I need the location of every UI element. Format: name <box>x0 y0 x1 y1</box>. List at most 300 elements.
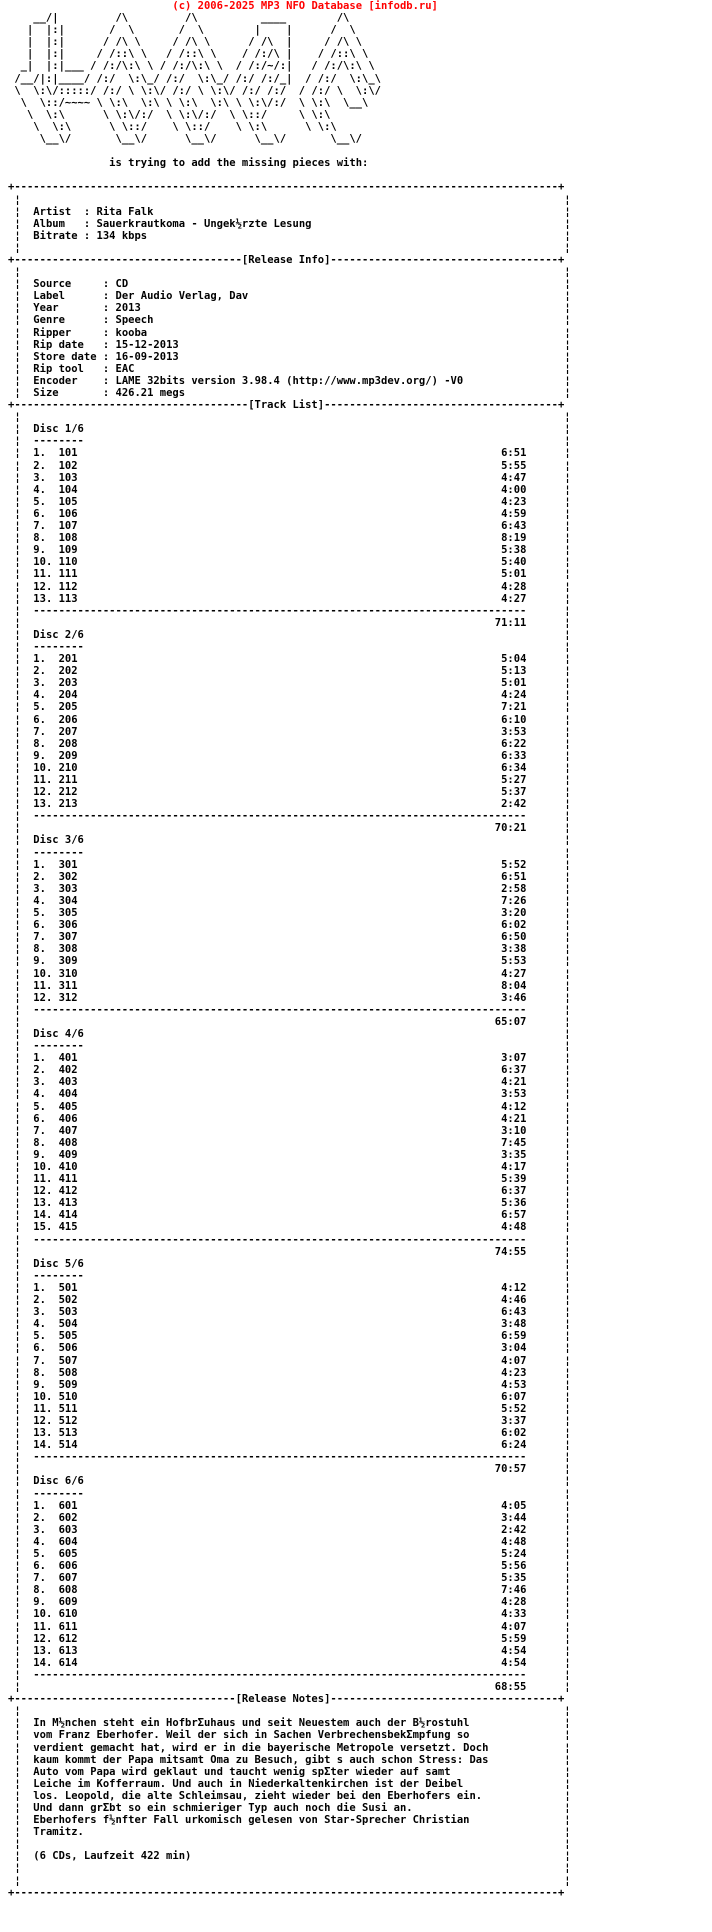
track-time: 3:53 <box>501 1088 527 1101</box>
track-time: 4:53 <box>501 1378 527 1391</box>
track-name: 408 <box>58 1136 78 1149</box>
track-time: 6:37 <box>501 1064 527 1077</box>
track-time: 8:19 <box>501 532 527 545</box>
release-info-value: CD <box>115 278 129 291</box>
track-time: 4:12 <box>501 1100 527 1113</box>
disc-title: Disc 1/6 <box>33 423 84 436</box>
track-name: 402 <box>58 1064 78 1077</box>
track-time: 6:02 <box>501 1427 527 1440</box>
track-time: 5:04 <box>501 653 527 666</box>
track-time: 6:22 <box>501 737 527 750</box>
track-name: 504 <box>58 1318 78 1331</box>
track-number: 5. <box>33 495 59 508</box>
track-number: 1. <box>33 447 59 460</box>
track-number: 1. <box>33 858 59 871</box>
track-number: 8. <box>33 1366 59 1379</box>
logo-line: \ \::/~~~~ \ \:\ \:\ \ \:\ \:\ \ \:\/:/ \ \:\ \__\ <box>8 96 369 109</box>
track-name: 205 <box>58 701 78 714</box>
track-number: 12. <box>33 1414 59 1427</box>
track-time: 3:07 <box>501 1052 527 1065</box>
track-number: 6. <box>33 919 59 932</box>
track-number: 2. <box>33 459 59 472</box>
track-time: 4:21 <box>501 1076 527 1089</box>
track-name: 507 <box>58 1354 78 1367</box>
track-name: 309 <box>58 955 78 968</box>
track-number: 13. <box>33 592 59 605</box>
track-name: 411 <box>58 1173 78 1186</box>
release-notes-line: vom Franz Eberhofer. Weil der sich in Sachen VerbrechensbekΣmpfung so <box>33 1729 470 1742</box>
release-runtime: (6 CDs, Laufzeit 422 min) <box>33 1850 192 1863</box>
track-name: 102 <box>58 459 78 472</box>
track-name: 204 <box>58 689 78 702</box>
track-name: 213 <box>58 798 78 811</box>
track-name: 513 <box>58 1427 78 1440</box>
track-number: 7. <box>33 520 59 533</box>
track-time: 4:24 <box>501 689 527 702</box>
track-name: 305 <box>58 907 78 920</box>
track-number: 3. <box>33 1523 59 1536</box>
track-number: 5. <box>33 907 59 920</box>
track-number: 10. <box>33 761 59 774</box>
disc-total-time: 68:55 <box>494 1681 527 1694</box>
track-name: 601 <box>58 1499 78 1512</box>
logo-line: | |:| / /::\ \ / /::\ \ / /:/\ | / /::\ \ <box>8 48 369 61</box>
track-name: 606 <box>58 1560 78 1573</box>
track-number: 15. <box>33 1221 59 1234</box>
track-number: 4. <box>33 1535 59 1548</box>
info-value-album: Sauerkrautkoma - Ungek½rzte Lesung <box>96 217 312 230</box>
track-number: 4. <box>33 689 59 702</box>
release-notes-line: In M½nchen steht ein HofbrΣuhaus und seit Neuestem auch der B½rostuhl <box>33 1717 470 1730</box>
section-heading: [Track List] <box>248 399 325 412</box>
disc-title: Disc 5/6 <box>33 1257 84 1270</box>
track-number: 2. <box>33 1511 59 1524</box>
track-number: 6. <box>33 1560 59 1573</box>
track-time: 4:46 <box>501 1294 527 1307</box>
track-name: 303 <box>58 882 78 895</box>
track-name: 406 <box>58 1112 78 1125</box>
track-name: 203 <box>58 677 78 690</box>
track-time: 2:58 <box>501 882 527 895</box>
track-name: 206 <box>58 713 78 726</box>
release-info-label: Year <box>33 302 103 315</box>
track-name: 612 <box>58 1632 78 1645</box>
track-number: 2. <box>33 1064 59 1077</box>
track-number: 11. <box>33 1402 59 1415</box>
release-info-value: 426.21 megs <box>115 387 186 399</box>
track-time: 6:34 <box>501 761 527 774</box>
tagline: is trying to add the missing pieces with: <box>109 157 369 170</box>
info-value-artist: Rita Falk <box>96 205 154 218</box>
track-name: 210 <box>58 761 78 774</box>
track-name: 410 <box>58 1161 78 1173</box>
disc-title: Disc 2/6 <box>33 628 84 641</box>
track-number: 6. <box>33 1342 59 1355</box>
track-number: 7. <box>33 1572 59 1585</box>
track-time: 2:42 <box>501 798 527 811</box>
track-name: 107 <box>58 520 78 533</box>
track-time: 4:12 <box>501 1281 527 1294</box>
track-name: 510 <box>58 1390 78 1403</box>
track-time: 6:33 <box>501 749 527 762</box>
track-name: 308 <box>58 943 78 956</box>
track-time: 4:07 <box>501 1354 527 1367</box>
track-number: 3. <box>33 1306 59 1319</box>
track-number: 10. <box>33 967 59 980</box>
logo-line: /__/|:|____/ /:/ \:\_/ /:/ \:\_/ /:/ /:/_| / /:/ \:\_\ <box>8 72 381 85</box>
track-time: 3:44 <box>501 1511 527 1524</box>
track-time: 3:37 <box>501 1414 527 1427</box>
track-time: 4:00 <box>501 483 527 496</box>
track-number: 12. <box>33 991 59 1004</box>
release-info-value: 2013 <box>115 302 141 315</box>
track-time: 4:21 <box>501 1112 527 1125</box>
track-number: 6. <box>33 507 59 520</box>
release-notes-line: Eberhofers f½nfter Fall urkomisch gelesen von Star-Sprecher Christian <box>33 1814 470 1827</box>
track-time: 4:23 <box>501 1366 527 1379</box>
track-number: 10. <box>33 556 59 569</box>
track-name: 405 <box>58 1100 78 1113</box>
track-number: 14. <box>33 1439 59 1452</box>
track-time: 6:24 <box>501 1439 527 1452</box>
track-time: 5:24 <box>501 1548 527 1560</box>
track-number: 8. <box>33 532 59 545</box>
track-time: 3:46 <box>501 991 527 1004</box>
track-time: 6:43 <box>501 1306 527 1319</box>
track-time: 4:33 <box>501 1608 527 1621</box>
track-number: 11. <box>33 568 59 581</box>
track-name: 603 <box>58 1523 78 1536</box>
track-time: 5:56 <box>501 1560 527 1573</box>
track-name: 414 <box>58 1209 78 1222</box>
track-time: 4:23 <box>501 495 527 508</box>
track-name: 104 <box>58 483 78 496</box>
track-time: 5:55 <box>501 459 527 472</box>
track-time: 4:59 <box>501 507 527 520</box>
copyright-notice: (c) 2006-2025 MP3 NFO Database [infodb.ru] <box>172 0 438 12</box>
release-info-label: Size <box>33 387 103 399</box>
track-time: 4:48 <box>501 1535 527 1548</box>
release-info-value: kooba <box>115 326 148 339</box>
track-name: 501 <box>58 1281 78 1294</box>
track-name: 113 <box>58 592 78 605</box>
release-info-label: Encoder <box>33 374 103 387</box>
track-time: 5:39 <box>501 1173 527 1186</box>
track-number: 3. <box>33 882 59 895</box>
track-name: 607 <box>58 1572 78 1585</box>
track-time: 4:07 <box>501 1620 527 1633</box>
track-number: 8. <box>33 737 59 750</box>
track-name: 404 <box>58 1088 78 1101</box>
track-number: 9. <box>33 1148 59 1161</box>
track-time: 5:01 <box>501 677 527 690</box>
release-info-value: EAC <box>115 362 135 375</box>
track-time: 7:45 <box>501 1136 527 1149</box>
track-number: 8. <box>33 1584 59 1597</box>
track-number: 4. <box>33 483 59 496</box>
track-name: 112 <box>58 580 78 593</box>
track-number: 4. <box>33 894 59 907</box>
track-number: 8. <box>33 943 59 956</box>
release-info-value: Speech <box>115 314 154 327</box>
release-info-label: Rip tool <box>33 362 103 375</box>
track-time: 3:38 <box>501 943 527 956</box>
track-time: 4:54 <box>501 1656 527 1669</box>
track-time: 4:28 <box>501 580 527 593</box>
track-name: 614 <box>58 1656 78 1669</box>
release-notes-line: los. Leopold, die alte Schleimsau, zieht wieder bei den Eberhofers ein. <box>33 1789 483 1802</box>
track-name: 103 <box>58 471 78 484</box>
track-number: 9. <box>33 544 59 557</box>
track-time: 5:01 <box>501 568 527 581</box>
track-time: 5:53 <box>501 955 527 968</box>
track-number: 5. <box>33 1100 59 1113</box>
disc-title: Disc 3/6 <box>33 834 84 847</box>
release-info-label: Ripper <box>33 326 103 339</box>
track-time: 4:27 <box>501 967 527 980</box>
track-name: 401 <box>58 1052 78 1065</box>
track-time: 6:51 <box>501 870 527 883</box>
track-time: 5:13 <box>501 665 527 678</box>
release-notes-line: Auto vom Papa wird geklaut und taucht wenig spΣter wieder auf samt <box>33 1765 451 1778</box>
track-name: 312 <box>58 991 78 1004</box>
track-number: 9. <box>33 1378 59 1391</box>
track-number: 2. <box>33 665 59 678</box>
track-time: 6:59 <box>501 1330 527 1343</box>
track-time: 6:50 <box>501 931 527 944</box>
info-label: Artist <box>33 205 84 218</box>
track-time: 4:48 <box>501 1221 527 1234</box>
track-time: 3:53 <box>501 725 527 738</box>
logo-line: \ \:\/:::::/ /:/ \ \:\/ /:/ \ \:\/ /:/ /:/ / /:/ \ \:\/ <box>8 84 381 97</box>
track-name: 304 <box>58 894 78 907</box>
logo-line: | |:| / \ / \ | | / \ <box>8 24 356 37</box>
track-name: 506 <box>58 1342 78 1355</box>
release-info-label: Store date <box>33 350 103 363</box>
track-time: 3:10 <box>501 1124 527 1137</box>
track-number: 5. <box>33 701 59 714</box>
track-time: 4:47 <box>501 471 527 484</box>
track-name: 108 <box>58 532 78 545</box>
track-time: 6:07 <box>501 1390 527 1403</box>
track-name: 602 <box>58 1511 78 1524</box>
track-time: 6:51 <box>501 447 527 460</box>
track-number: 9. <box>33 955 59 968</box>
track-name: 202 <box>58 665 78 678</box>
track-time: 6:02 <box>501 919 527 932</box>
disc-total-time: 74:55 <box>494 1245 527 1258</box>
track-time: 6:57 <box>501 1209 527 1222</box>
track-number: 10. <box>33 1161 59 1173</box>
track-number: 11. <box>33 774 59 786</box>
track-number: 13. <box>33 1644 59 1657</box>
track-number: 4. <box>33 1318 59 1331</box>
track-time: 4:27 <box>501 592 527 605</box>
track-name: 413 <box>58 1197 78 1210</box>
track-name: 512 <box>58 1414 78 1427</box>
track-time: 3:04 <box>501 1342 527 1355</box>
track-name: 611 <box>58 1620 78 1633</box>
track-time: 8:04 <box>501 979 527 992</box>
disc-total-time: 65:07 <box>494 1015 527 1028</box>
track-number: 10. <box>33 1390 59 1403</box>
track-name: 109 <box>58 544 78 557</box>
track-name: 209 <box>58 749 78 762</box>
track-time: 5:40 <box>501 556 527 569</box>
track-name: 208 <box>58 737 78 750</box>
track-name: 613 <box>58 1644 78 1657</box>
track-name: 511 <box>58 1402 78 1415</box>
logo-line: \__\/ \__\/ \__\/ \__\/ \__\/ <box>8 133 363 146</box>
info-label: Album <box>33 217 84 230</box>
track-number: 7. <box>33 1124 59 1137</box>
track-time: 5:59 <box>501 1632 527 1645</box>
track-number: 1. <box>33 1281 59 1294</box>
release-info-label: Genre <box>33 314 103 327</box>
nfo-text: (c) 2006-2025 MP3 NFO Database [infodb.ru] __/| /\ /\ ____ /\ | |:| / \ / \ | | / \ | |:| / /\ \ / /\ \ / /\ | / /\ \ | |:| / /::\ \ / /::\ \ / /:/\ | / /::\ \ _| |:|___ / /:/\:\ \ / /:/\:\ \ / /:/~/:| / /:/\:\ \ /__/|:|____/ /:/ \:\_/ /:/ \:\_/ /:/ /:/_| / /:/ \:\_\ \ \:\/:::::/ /:/ \ \:\/ /:/ \ \:\/ /:/ /:/ / /:/ \ \:\/ \ \::/~~~~ \ \:\ \:\ \ \:\ \:\ \ \:\/:/ \ \:\ \__\ \ \:\ \ \:\/:/ \ \:\/:/ \ \::/ \ \:\ \ \:\ \ \::/ \ \::/ \ \:\ \ \:\ \__\/ \__\/ \__\/ \__\/ \__\/ is trying to add the missing pieces with: +--------------------------------------------------------------------------------------+ ¦ ¦ ¦ Artist : Rita Falk ¦ ¦ Album : Sauerkrautkoma - Ungek½rzte Lesung ¦ ¦ Bitrate : 134 kbps ¦ ¦ ¦ +------------------------------------[Release Info]------------------------------------+ ¦ ¦ ¦ Source : CD ¦ ¦ Label : Der Audio Verlag, Dav ¦ ¦ Year : 2013 ¦ ¦ Genre : Speech ¦ ¦ Ripper : kooba ¦ ¦ Rip date : 15-12-2013 ¦ ¦ Store date : 16-09-2013 ¦ ¦ Rip tool : EAC ¦ ¦ Encoder : LAME 32bits version 3.98.4 (http://www.mp3dev.org/) -V0 ¦ ¦ Size : 426.21 megs ¦ +-------------------------------------[Track List]-------------------------------------+ ¦ ¦ ¦ Disc 1/6 ¦ ¦ -------- ¦ ¦ 1. 101 6:51 ¦ ¦ 2. 102 5:55 ¦ ¦ 3. 103 4:47 ¦ ¦ 4. 104 4:00 ¦ ¦ 5. 105 4:23 ¦ ¦ 6. 106 4:59 ¦ ¦ 7. 107 6:43 ¦ ¦ 8. 108 8:19 ¦ ¦ 9. 109 5:38 ¦ ¦ 10. 110 5:40 ¦ ¦ 11. 111 5:01 ¦ ¦ 12. 112 4:28 ¦ ¦ 13. 113 4:27 ¦ ¦ ------------------------------------------------------------------------------ ¦ ¦ 71:11 ¦ ¦ Disc 2/6 ¦ ¦ -------- ¦ ¦ 1. 201 5:04 ¦ ¦ 2. 202 5:13 ¦ ¦ 3. 203 5:01 ¦ ¦ 4. 204 4:24 ¦ ¦ 5. 205 7:21 ¦ ¦ 6. 206 6:10 ¦ ¦ 7. 207 3:53 ¦ ¦ 8. 208 6:22 ¦ ¦ 9. 209 6:33 ¦ ¦ 10. 210 6:34 ¦ ¦ 11. 211 5:27 ¦ ¦ 12. 212 5:37 ¦ ¦ 13. 213 2:42 ¦ ¦ ------------------------------------------------------------------------------ ¦ ¦ 70:21 ¦ ¦ Disc 3/6 ¦ ¦ -------- ¦ ¦ 1. 301 5:52 ¦ ¦ 2. 302 6:51 ¦ ¦ 3. 303 2:58 ¦ ¦ 4. 304 7:26 ¦ ¦ 5. 305 3:20 ¦ ¦ 6. 306 6:02 ¦ ¦ 7. 307 6:50 ¦ ¦ 8. 308 3:38 ¦ ¦ 9. 309 5:53 ¦ ¦ 10. 310 4:27 ¦ ¦ 11. 311 8:04 ¦ ¦ 12. 312 3:46 ¦ ¦ ------------------------------------------------------------------------------ ¦ ¦ 65:07 ¦ ¦ Disc 4/6 ¦ ¦ -------- ¦ ¦ 1. 401 3:07 ¦ ¦ 2. 402 6:37 ¦ ¦ 3. 403 4:21 ¦ ¦ 4. 404 3:53 ¦ ¦ 5. 405 4:12 ¦ ¦ 6. 406 4:21 ¦ ¦ 7. 407 3:10 ¦ ¦ 8. 408 7:45 ¦ ¦ 9. 409 3:35 ¦ ¦ 10. 410 4:17 ¦ ¦ 11. 411 5:39 ¦ ¦ 12. 412 6:37 ¦ ¦ 13. 413 5:36 ¦ ¦ 14. 414 6:57 ¦ ¦ 15. 415 4:48 ¦ ¦ ------------------------------------------------------------------------------ ¦ ¦ 74:55 ¦ ¦ Disc 5/6 ¦ ¦ -------- ¦ ¦ 1. 501 4:12 ¦ ¦ 2. 502 4:46 ¦ ¦ 3. 503 6:43 ¦ ¦ 4. 504 3:48 ¦ ¦ 5. 505 6:59 ¦ ¦ 6. 506 3:04 ¦ ¦ 7. 507 4:07 ¦ ¦ 8. 508 4:23 ¦ ¦ 9. 509 4:53 ¦ ¦ 10. 510 6:07 ¦ ¦ 11. 511 5:52 ¦ ¦ 12. 512 3:37 ¦ ¦ 13. 513 6:02 ¦ ¦ 14. 514 6:24 ¦ ¦ ------------------------------------------------------------------------------ ¦ ¦ 70:57 ¦ ¦ Disc 6/6 ¦ ¦ -------- ¦ ¦ 1. 601 4:05 ¦ ¦ 2. 602 3:44 ¦ ¦ 3. 603 2:42 ¦ ¦ 4. 604 4:48 ¦ ¦ 5. 605 5:24 ¦ ¦ 6. 606 5:56 ¦ ¦ 7. 607 5:35 ¦ ¦ 8. 608 7:46 ¦ ¦ 9. 609 4:28 ¦ ¦ 10. 610 4:33 ¦ ¦ 11. 611 4:07 ¦ ¦ 12. 612 5:59 ¦ ¦ 13. 613 4:54 ¦ ¦ 14. 614 4:54 ¦ ¦ ------------------------------------------------------------------------------ ¦ ¦ 68:55 ¦ +-----------------------------------[Release Notes]------------------------------------+ ¦ ¦ ¦ In M½nchen steht ein HofbrΣuhaus und seit Neuestem auch der B½rostuhl ¦ ¦ vom Franz Eberhofer. Weil der sich in Sachen VerbrechensbekΣmpfung so ¦ ¦ verdient gemacht hat, wird er in die bayerische Metropole versetzt. Doch ¦ ¦ kaum kommt der Papa mitsamt Oma zu Besuch, gibt s auch schon Stress: Das ¦ ¦ Auto vom Papa wird geklaut und taucht wenig spΣter wieder auf samt ¦ ¦ Leiche im Kofferraum. Und auch in Niederkaltenkirchen ist der Deibel ¦ ¦ los. Leopold, die alte Schleimsau, zieht wieder bei den Eberhofers ein. ¦ ¦ Und dann grΣbt so ein schmieriger Typ auch noch die Susi an. ¦ ¦ Eberhofers f½nfter Fall urkomisch gelesen von Star-Sprecher Christian ¦ ¦ Tramitz. ¦ ¦ ¦ ¦ (6 CDs, Laufzeit 422 min) ¦ ¦ ¦ ¦ ¦ +--------------------------------------------------------------------------------------+ <box>8 0 571 1899</box>
track-name: 604 <box>58 1535 78 1548</box>
logo-line: __/| /\ /\ ____ /\ <box>8 12 350 25</box>
track-time: 4:28 <box>501 1596 527 1609</box>
track-time: 3:48 <box>501 1318 527 1331</box>
info-label: Bitrate <box>33 229 84 242</box>
track-name: 106 <box>58 507 78 520</box>
track-number: 6. <box>33 1112 59 1125</box>
track-number: 14. <box>33 1656 59 1669</box>
track-name: 101 <box>58 447 78 460</box>
track-number: 13. <box>33 1427 59 1440</box>
track-number: 8. <box>33 1136 59 1149</box>
track-number: 3. <box>33 1076 59 1089</box>
track-name: 311 <box>58 979 78 992</box>
track-number: 13. <box>33 1197 59 1210</box>
track-name: 505 <box>58 1330 78 1343</box>
disc-total-time: 70:21 <box>494 822 527 835</box>
track-name: 403 <box>58 1076 78 1089</box>
track-number: 3. <box>33 471 59 484</box>
track-number: 1. <box>33 653 59 666</box>
track-name: 503 <box>58 1306 78 1319</box>
track-name: 212 <box>58 786 78 799</box>
track-number: 3. <box>33 677 59 690</box>
track-number: 12. <box>33 786 59 799</box>
logo-line: \ \:\ \ \:\/:/ \ \:\/:/ \ \::/ \ \:\ <box>8 108 331 121</box>
track-name: 306 <box>58 919 78 932</box>
track-name: 302 <box>58 870 78 883</box>
track-name: 307 <box>58 931 78 944</box>
track-number: 5. <box>33 1330 59 1343</box>
logo-line: | |:| / /\ \ / /\ \ / /\ | / /\ \ <box>8 36 363 49</box>
track-time: 6:43 <box>501 520 527 533</box>
track-time: 5:38 <box>501 544 527 557</box>
release-notes-line: Tramitz. <box>33 1826 84 1839</box>
track-number: 12. <box>33 580 59 593</box>
track-number: 6. <box>33 713 59 726</box>
track-name: 407 <box>58 1124 78 1137</box>
track-name: 609 <box>58 1596 78 1609</box>
track-number: 7. <box>33 725 59 738</box>
track-name: 415 <box>58 1221 78 1234</box>
release-info-value: 15-12-2013 <box>115 338 179 351</box>
info-value-bitrate: 134 kbps <box>96 229 148 242</box>
track-number: 11. <box>33 1173 59 1186</box>
disc-total-time: 70:57 <box>494 1463 527 1476</box>
logo-line: \ \:\ \ \::/ \ \::/ \ \:\ \ \:\ <box>8 120 337 133</box>
track-time: 5:35 <box>501 1572 527 1585</box>
track-number: 5. <box>33 1548 59 1560</box>
track-number: 10. <box>33 1608 59 1621</box>
track-time: 6:37 <box>501 1185 527 1198</box>
track-name: 509 <box>58 1378 78 1391</box>
release-notes-line: Leiche im Kofferraum. Und auch in Niederkaltenkirchen ist der Deibel <box>33 1777 464 1790</box>
release-notes-line: verdient gemacht hat, wird er in die bayerische Metropole versetzt. Doch <box>33 1741 489 1754</box>
track-name: 207 <box>58 725 78 738</box>
track-time: 5:52 <box>501 858 527 871</box>
track-time: 4:05 <box>501 1499 527 1512</box>
track-name: 211 <box>58 774 78 786</box>
track-name: 310 <box>58 967 78 980</box>
track-name: 110 <box>58 556 78 569</box>
track-time: 5:27 <box>501 774 527 786</box>
track-name: 605 <box>58 1548 78 1560</box>
track-number: 9. <box>33 1596 59 1609</box>
track-name: 608 <box>58 1584 78 1597</box>
section-heading: [Release Info] <box>241 253 331 266</box>
track-number: 7. <box>33 931 59 944</box>
track-name: 412 <box>58 1185 78 1198</box>
track-time: 7:21 <box>501 701 527 714</box>
disc-total-time: 71:11 <box>494 616 527 629</box>
track-number: 9. <box>33 749 59 762</box>
release-info-label: Rip date <box>33 338 103 351</box>
release-info-value: Der Audio Verlag, Dav <box>115 290 249 303</box>
release-notes-line: kaum kommt der Papa mitsamt Oma zu Besuch, gibt s auch schon Stress: Das <box>33 1753 489 1766</box>
track-time: 3:20 <box>501 907 527 920</box>
track-time: 4:54 <box>501 1644 527 1657</box>
track-number: 13. <box>33 798 59 811</box>
track-number: 1. <box>33 1052 59 1065</box>
release-info-label: Label <box>33 290 103 303</box>
track-number: 11. <box>33 979 59 992</box>
track-name: 610 <box>58 1608 78 1621</box>
track-time: 7:26 <box>501 894 527 907</box>
track-time: 7:46 <box>501 1584 527 1597</box>
track-number: 4. <box>33 1088 59 1101</box>
track-time: 2:42 <box>501 1523 527 1536</box>
track-time: 5:52 <box>501 1402 527 1415</box>
track-name: 105 <box>58 495 78 508</box>
release-info-value: LAME 32bits version 3.98.4 (http://www.mp3dev.org/) -V0 <box>115 374 464 387</box>
track-name: 508 <box>58 1366 78 1379</box>
release-info-label: Source <box>33 278 103 291</box>
track-time: 6:10 <box>501 713 527 726</box>
track-time: 4:17 <box>501 1161 527 1173</box>
track-name: 514 <box>58 1439 78 1452</box>
track-name: 201 <box>58 653 78 666</box>
track-number: 14. <box>33 1209 59 1222</box>
logo-line: _| |:|___ / /:/\:\ \ / /:/\:\ \ / /:/~/:| / /:/\:\ \ <box>8 60 375 73</box>
release-notes-line: Und dann grΣbt so ein schmieriger Typ auch noch die Susi an. <box>33 1801 413 1814</box>
track-name: 301 <box>58 858 78 871</box>
track-time: 5:37 <box>501 786 527 799</box>
track-name: 502 <box>58 1294 78 1307</box>
track-number: 12. <box>33 1185 59 1198</box>
track-name: 111 <box>58 568 78 581</box>
release-info-value: 16-09-2013 <box>115 350 179 363</box>
disc-title: Disc 6/6 <box>33 1475 84 1488</box>
track-number: 1. <box>33 1499 59 1512</box>
disc-title: Disc 4/6 <box>33 1027 84 1040</box>
